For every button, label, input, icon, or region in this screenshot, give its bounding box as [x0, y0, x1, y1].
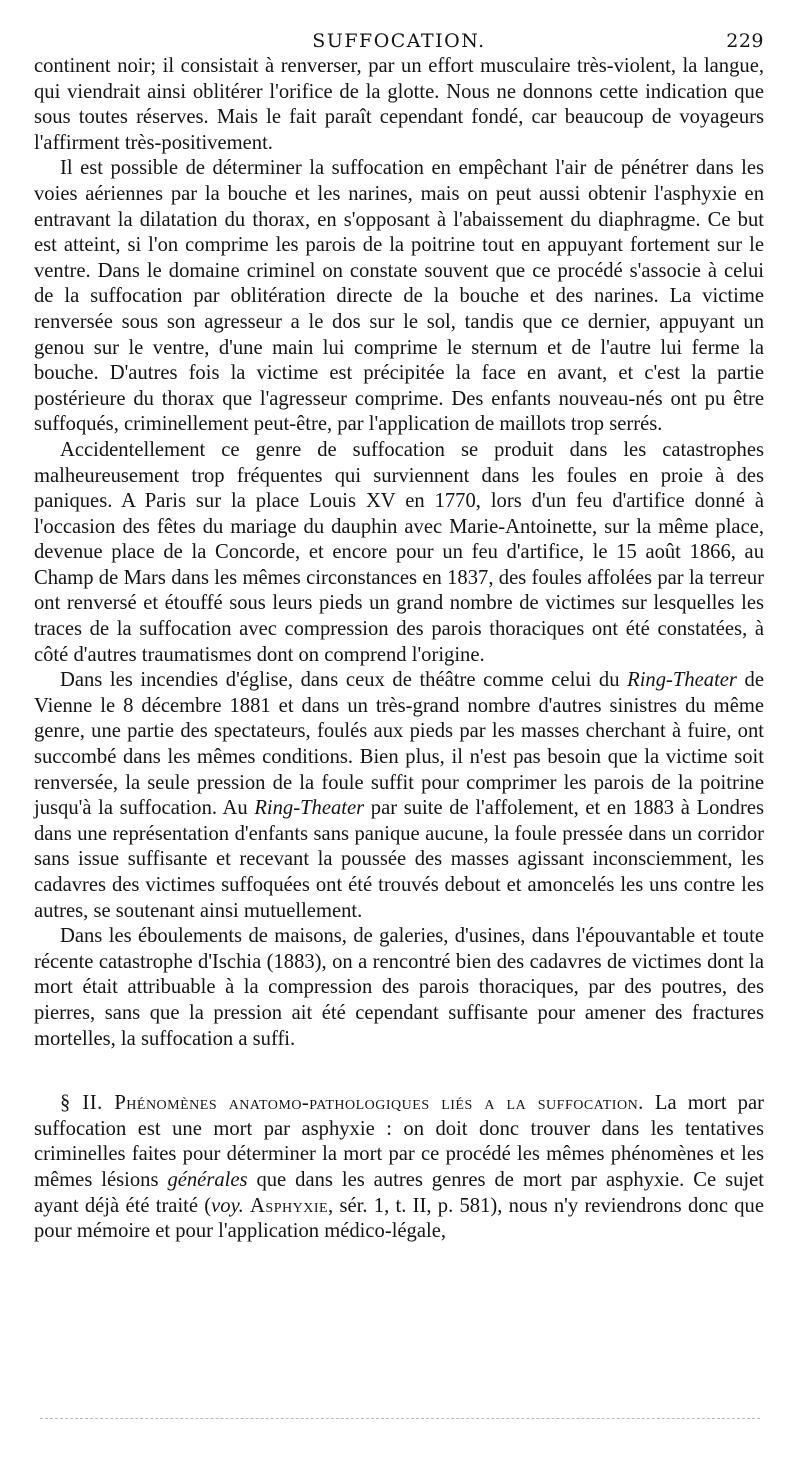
- scan-artifact-rule: [40, 1418, 760, 1419]
- page-title: SUFFOCATION.: [312, 30, 486, 52]
- paragraph-2: Il est possible de déterminer la suffocation en empêchant l'air de pénétrer dans les voies aériennes par la bouche et les narines, mais on peut aussi obtenir l'asphyxie en entravant la dilatation du thorax, en s'opposant à l'abaissement du diaphragme. Ce but est atteint, si l'on comprime les parois de la poitrine tout en appuyant fortement sur le ventre. Dans le domaine criminel on constate souvent que ce procédé s'associe à celui de la suffocation par oblitération directe de la bouche et des narines. La victime renversée sous son agresseur a le dos sur le sol, tandis que ce dernier, appuyant un genou sur le ventre, d'une main lui comprime le sternum et de l'autre lui ferme la bouche. D'autres fois la victime est précipitée la face en avant, et c'est la partie postérieure du thorax que l'agresseur comprime. Des enfants nouveau-nés ont pu être suffoqués, criminellement peut-être, par l'application de maillots trop serrés.: [34, 157, 764, 436]
- section-emphasis: générales: [167, 1168, 248, 1191]
- paragraph-4-text-b: de Vienne le 8 décembre 1881 et dans un très-grand nombre d'autres sinistres du même genre, une partie des spectateurs, foulés aux pieds par les masses cherchant à fuire, ont succombé dans les mêmes conditions. Bien plus, il n'est pas besoin que la victime soit renversée, la seule pression de la foule suffit pour comprimer les parois de la poitrine jusqu'à la suffocation. Au: [34, 669, 764, 820]
- ring-theater-name: Ring-Theater: [627, 669, 737, 692]
- paragraph-4-text-c: par suite de l'affolement, et en 1883 à Londres dans une représentation d'enfants sans panique aucune, la foule pressée dans un corridor sans issue suffisante et recevant la poussée des masses agissant inconsciemment, les cadavres des victimes suffoquées ont été trouvés debout et amoncelés les uns contre les autres, se soutenant ainsi mutuellement.: [34, 797, 764, 922]
- paragraph-4: [34, 668, 764, 924]
- section-heading: § II. Phénomènes anatomo-pathologiques liés a la suffocation.: [60, 1092, 644, 1115]
- section-text-b: que dans les autres genres de mort par asphyxie. Ce sujet ayant déjà été traité (: [34, 1168, 764, 1217]
- section-text-d: , sér. 1, t. II, p. 581), nous n'y reviendrons donc que pour mémoire et pour l'application médico-légale,: [34, 1194, 764, 1243]
- paragraph-3: Accidentellement ce genre de suffocation se produit dans les catastrophes malheureusement trop fréquentes qui surviennent dans les foules en proie à des paniques. A Paris sur la place Louis XV en 1770, lors d'un feu d'artifice donné à l'occasion des fêtes du mariage du dauphin avec Marie-Antoinette, sur la même place, devenue place de la Concorde, et encore pour un feu d'artifice, le 15 août 1866, au Champ de Mars dans les mêmes circonstances en 1837, des foules affolées par la terreur ont renversé et étouffé sous leurs pieds un grand nombre de victimes sur lesquelles les traces de la suffocation avec compression des parois thoraciques ont été constatées, à côté d'autres traumatismes dont on comprend l'origine.: [34, 438, 764, 666]
- page-number: 229: [726, 30, 764, 52]
- section-2-paragraph: [34, 1091, 764, 1245]
- paragraph-1: continent noir; il consistait à renverser, par un effort musculaire très-violent, la langue, qui viendrait ainsi oblitérer l'orifice de la glotte. Nous ne donnons cette indication que sous toutes réserves. Mais le fait paraît cependant fondé, car beaucoup de voyageurs l'affirment très-positivement.: [34, 55, 764, 154]
- paragraph-4-text-a: Dans les incendies d'église, dans ceux de théâtre comme celui du: [60, 669, 628, 692]
- paragraph-5: Dans les éboulements de maisons, de galeries, d'usines, dans l'épouvantable et toute récente catastrophe d'Ischia (1883), on a rencontré bien des cadavres de victimes dont la mort était attribuable à la compression des parois thoraciques, par des poutres, des pierres, sans que la pression ait été cependant suffisante pour amener des fractures mortelles, la suffocation a suffi.: [34, 925, 764, 1050]
- running-header: [34, 30, 764, 54]
- document-page: [34, 30, 764, 1245]
- cross-reference: Asphyxie: [250, 1194, 329, 1217]
- voy-abbrev: voy.: [211, 1194, 244, 1217]
- body-text: [34, 54, 764, 1245]
- ring-theater-name-2: Ring-Theater: [254, 797, 365, 820]
- section-text-a: La mort par suffocation est une mort par asphyxie : on doit donc trouver dans les tentatives criminelles faites pour déterminer la mort par ce procédé les mêmes phénomènes et les mêmes lésions: [34, 1092, 764, 1191]
